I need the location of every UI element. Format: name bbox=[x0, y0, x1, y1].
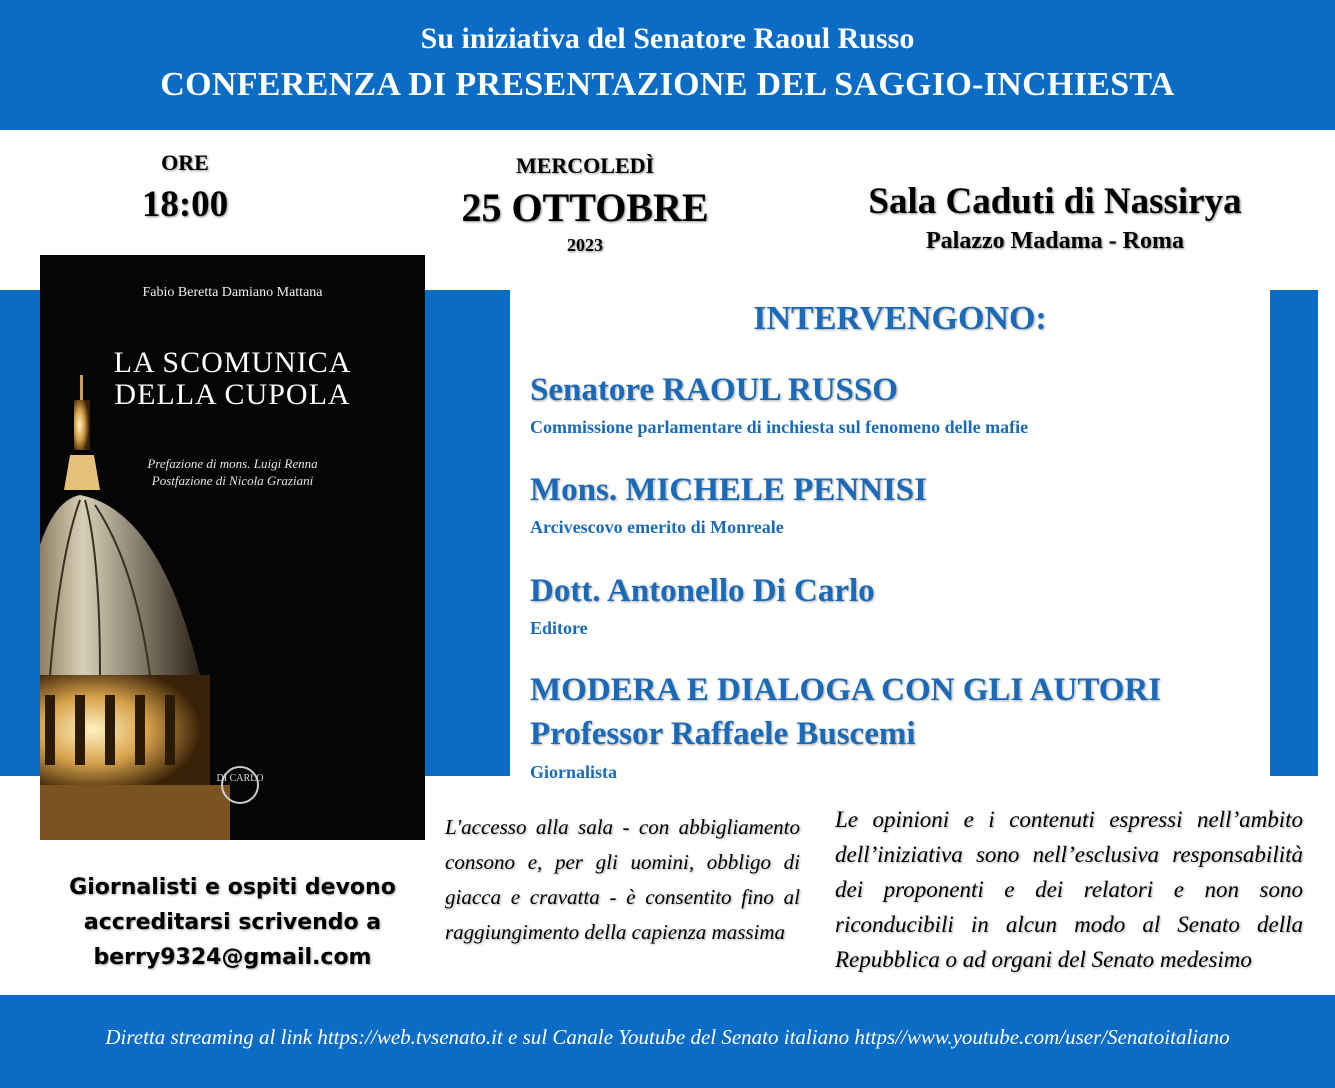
top-banner bbox=[0, 0, 1335, 130]
book-title-line2: DELLA CUPOLA bbox=[114, 378, 351, 411]
speaker-name: Dott. Antonello Di Carlo bbox=[530, 573, 875, 609]
book-postface: Postfazione di Nicola Graziani bbox=[151, 473, 314, 488]
moderator-heading: MODERA E DIALOGA CON GLI AUTORI bbox=[530, 672, 1162, 708]
speaker-name: Senatore RAOUL RUSSO bbox=[530, 372, 898, 408]
publisher-logo: DI CARLO bbox=[216, 773, 264, 784]
initiative-line: Su iniziativa del Senatore Raoul Russo bbox=[420, 22, 915, 55]
moderator-role: Giornalista bbox=[530, 762, 618, 782]
book-authors: Fabio Beretta Damiano Mattana bbox=[142, 285, 323, 300]
book-preface: Prefazione di mons. Luigi Renna bbox=[147, 456, 318, 471]
conference-title: CONFERENZA DI PRESENTAZIONE DEL SAGGIO-INCHIESTA bbox=[160, 66, 1175, 103]
event-date: 25 OTTOBRE bbox=[461, 185, 709, 230]
speakers-heading: INTERVENGONO: bbox=[753, 300, 1047, 337]
event-time: 18:00 bbox=[141, 184, 229, 225]
blue-band-middle bbox=[425, 290, 510, 776]
book-cover bbox=[40, 255, 425, 840]
venue-name: Sala Caduti di Nassirya bbox=[868, 181, 1242, 222]
streaming-info: Diretta streaming al link https://web.tvsenato.it e sul Canale Youtube del Senato italiano https//www.youtube.com/user/Senatoitaliano bbox=[105, 1025, 1230, 1049]
disclaimer-note: Le opinioni e i contenuti espressi nell’ambito dell’iniziativa sono nell’esclusiva responsabilità dei proponenti e dei relatori e non sono riconducibili in alcun modo al Senato della Repubblica o ad organi del Senato medesimo bbox=[835, 807, 1303, 972]
book-title-line1: LA SCOMUNICA bbox=[113, 346, 352, 379]
book-title bbox=[40, 347, 425, 411]
venue-place: Palazzo Madama - Roma bbox=[926, 228, 1184, 254]
moderator-name: Professor Raffaele Buscemi bbox=[530, 716, 916, 752]
book-credits bbox=[40, 455, 425, 489]
speaker-role: Commissione parlamentare di inchiesta sul fenomeno delle mafie bbox=[530, 417, 1029, 437]
accreditation-note: Giornalisti e ospiti devono accreditarsi scrivendo a berry9324@gmail.com bbox=[69, 875, 396, 970]
dome-illustration bbox=[40, 255, 425, 840]
blue-band-right bbox=[1270, 290, 1318, 776]
time-label: ORE bbox=[161, 150, 209, 175]
event-year: 2023 bbox=[567, 235, 603, 255]
event-day: MERCOLEDÌ bbox=[515, 153, 655, 178]
speaker-role: Arcivescovo emerito di Monreale bbox=[530, 517, 784, 537]
blue-band-left bbox=[0, 290, 40, 776]
speaker-role: Editore bbox=[530, 618, 588, 638]
access-note: L'accesso alla sala - con abbigliamento consono e, per gli uomini, obbligo di giacca e cravatta - è consentito fino al raggiungimento della capienza massima bbox=[445, 815, 800, 944]
speaker-name: Mons. MICHELE PENNISI bbox=[530, 472, 927, 508]
